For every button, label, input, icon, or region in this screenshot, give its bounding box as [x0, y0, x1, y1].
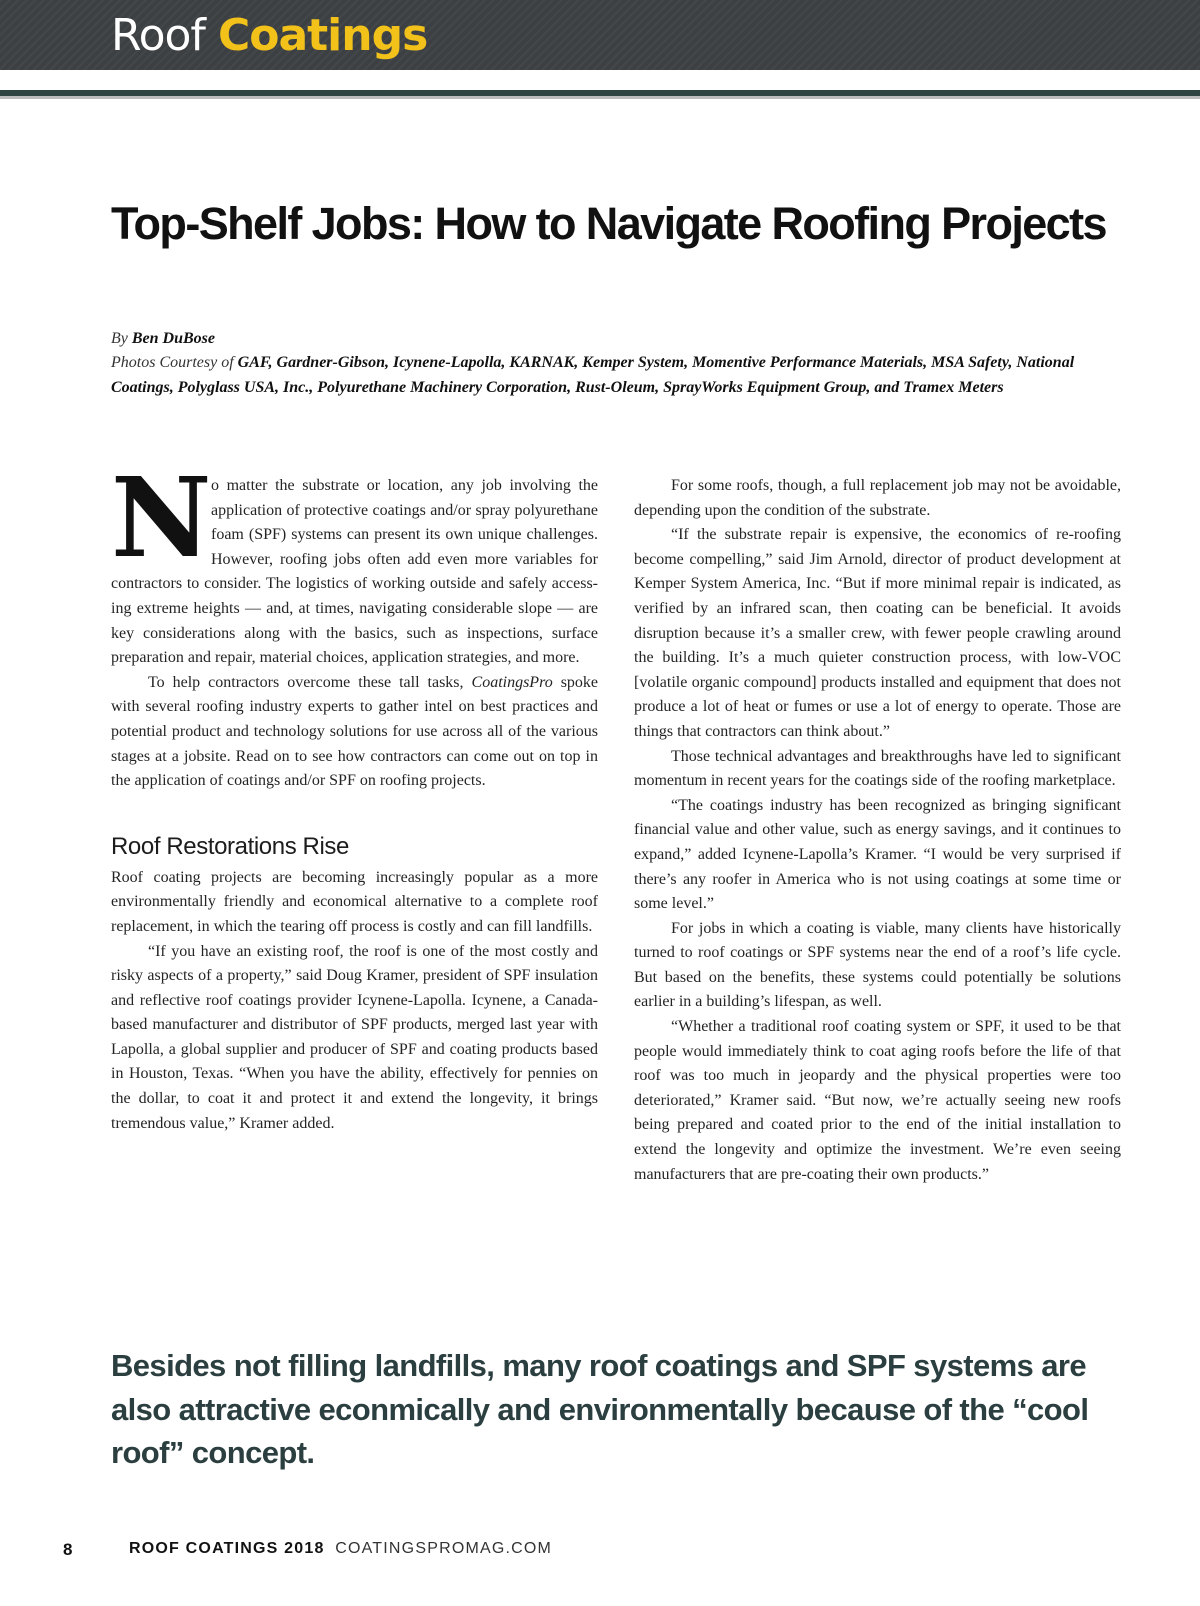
section-title-word-roof: Roof: [111, 10, 205, 61]
section-title-word-coatings: Coatings: [217, 10, 428, 61]
photo-credits-list: GAF, Gardner-Gibson, Icynene-Lapolla, KARNAK, Kemper System, Momentive Performance Materials, MSA Safety, National Coatings, Polyglass USA, Inc., Polyurethane Machinery Corporation, Rust-Oleum, SprayWorks Equipment Group, and Tramex Meters: [111, 354, 1075, 396]
body-paragraph: Roof coating projects are becoming increasingly popular as a more environmentally friendly and economical alternative to a complete roof replacement, in which the tearing off process is costly and can fill landfills.: [111, 868, 598, 935]
section-title: [111, 10, 427, 62]
photo-credits-prefix: Photos Courtesy of: [111, 354, 234, 371]
body-paragraph: Those technical advantages and breakthroughs have led to significant momentum in recent years for the coatings side of the roofing marketplace.: [634, 747, 1121, 790]
paragraph-lead: To help contractors overcome these tall tasks,: [148, 673, 464, 691]
author-name: Ben DuBose: [131, 330, 215, 347]
body-paragraph: “The coatings industry has been recognized as bringing significant financial value and other value, such as energy savings, and it continues to expand,” added Icynene-Lapolla’s Kramer. “I would be very surprised if there’s any roofer in America who is not using coatings at some time or some level.”: [634, 796, 1121, 913]
body-paragraph: “If the substrate repair is expensive, the economics of re-roofing become compelling,” said Jim Arnold, director of product development at Kemper System America, Inc. “But if more minimal repair is indicated, as verified by an infrared scan, then coating can be beneficial. It avoids disruption because it’s a smaller crew, with fewer people crawling around the building. It’s a much quieter construction process, with low-VOC [volatile organic compound] products installed and equipment that does not produce a lot of heat or fumes or use a lot of energy to operate. Those are things that contractors can think about.”: [634, 526, 1121, 740]
photo-credits: [111, 351, 1131, 400]
subhead-roof-restorations: Roof Restorations Rise: [111, 832, 349, 860]
body-paragraph: “If you have an existing roof, the roof is one of the most costly and risky aspects of a property,” said Doug Kramer, president of SPF insulation and reflective roof coatings provider Icynene-Lapolla. Icynene, a Canada-based manufacturer and distributor of SPF products, merged last year with Lapolla, a global supplier and producer of SPF and coating products based in Houston, Texas. “When you have the ability, effectively for pennies on the dollar, to coat it and protect it and extend the longevity, it brings tremendous value,” Kramer added.: [111, 942, 598, 1132]
body-paragraph: [111, 671, 598, 794]
intro-paragraph: [111, 453, 598, 671]
pull-quote: Besides not filling landfills, many roof coatings and SPF systems are also attractive econmically and environmentally because of the “cool roof” concept.: [111, 1348, 1089, 1470]
body-column-left: [111, 453, 599, 1136]
byline: [111, 327, 1131, 352]
intro-text: o matter the substrate or location, any job involving the application of protective coatings and/or spray polyurethane foam (SPF) systems can present its own unique challenges. However, roofing jobs often add even more variables for contractors to consider. The logistics of working outside and safely accessing extreme heights — and, at times, navigating considerable slope — are key considerations along with the basics, such as inspections, surface preparation and repair, material choices, application strategies, and more.: [111, 477, 598, 667]
publication-name: CoatingsPro: [471, 673, 553, 691]
paragraph-rest: spoke with several roofing industry experts to gather intel on best practices and potential product and technology solutions for use across all of the various stages at a jobsite. Read on to see how contractors can come out on top in the application of coatings and/or SPF on roofing projects.: [111, 673, 599, 790]
body-paragraph: For jobs in which a coating is viable, many clients have historically turned to roof coatings or SPF systems near the end of a roof’s life cycle. But based on the benefits, these systems could potentially be solutions earlier in a building’s lifespan, as well.: [634, 919, 1121, 1011]
body-paragraph: “Whether a traditional roof coating system or SPF, it used to be that people would immediately think to coat aging roofs before the life of that roof was too much in jeopardy and the physical properties were too deteriorated,” Kramer said. “But now, we’re actually seeing new roofs being prepared and coated prior to the end of the initial installation to extend the longevity and optimize the investment. We’re even seeing manufacturers that are pre-coating their own products.”: [634, 1018, 1121, 1183]
section-header-band: [0, 0, 1200, 70]
body-column-right: [634, 474, 1121, 1187]
footer-publication: ROOF COATINGS 2018: [129, 1540, 325, 1557]
body-paragraph: For some roofs, though, a full replacement job may not be avoidable, depending upon the condition of the substrate.: [634, 477, 1121, 519]
drop-cap: N: [111, 453, 212, 582]
footer-line: [129, 1540, 552, 1558]
header-rule-grey: [0, 96, 1200, 99]
article-title: Top-Shelf Jobs: How to Navigate Roofing Projects: [111, 198, 1106, 249]
footer-website: COATINGSPROMAG.COM: [335, 1540, 553, 1557]
byline-prefix: By: [111, 330, 128, 347]
page-number: 8: [63, 1540, 73, 1559]
